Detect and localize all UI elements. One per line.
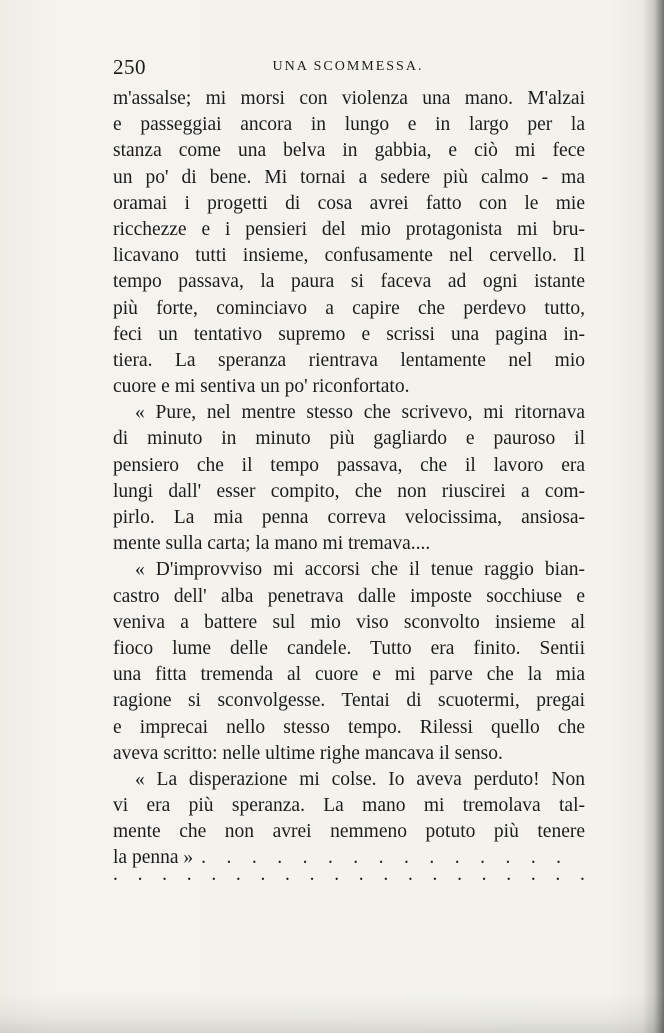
text-line: e passeggiai ancora in lungo e in largo per la <box>113 114 585 136</box>
page-bottom-shadow <box>0 993 664 1033</box>
text-line: lungi dall' esser compito, che non riuscirei a com- <box>113 480 585 502</box>
text-line: veniva a battere sul mio viso sconvolto insieme al <box>113 611 585 633</box>
text-line: pensiero che il tempo passava, che il lavoro era <box>113 454 585 476</box>
text-line: « Pure, nel mentre stesso che scrivevo, mi ritornava <box>135 402 585 424</box>
page-edge-shadow <box>642 0 664 1033</box>
ellipsis-leader-row: . . . . . . . . . . . . . . . . . . . . <box>113 864 585 885</box>
text-line: una fitta tremenda al cuore e mi parve che la mia <box>113 664 585 686</box>
text-line: vi era più speranza. La mano mi tremolava tal- <box>113 795 585 817</box>
text-line: « La disperazione mi colse. Io aveva perduto! Non <box>135 768 585 790</box>
text-line: tiera. La speranza rientrava lentamente nel mio <box>113 349 585 371</box>
text-line: castro dell' alba penetrava dalle imposte socchiuse e <box>113 585 585 607</box>
text-line: « D'improvviso mi accorsi che il tenue raggio bian- <box>135 559 585 581</box>
text-line: più forte, cominciavo a capire che perdevo tutto, <box>113 297 585 319</box>
text-line: un po' di bene. Mi tornai a sedere più calmo - ma <box>113 166 585 188</box>
running-title: UNA SCOMMESSA. <box>272 59 424 74</box>
text-line: ragione si sconvolgesse. Tentai di scuotermi, pregai <box>113 690 585 712</box>
page-number: 250 <box>113 55 146 79</box>
text-line: mente che non avrei nemmeno potuto più tenere <box>113 821 585 843</box>
text-line: stanza come una belva in gabbia, e ciò mi fece <box>113 140 585 162</box>
text-line: oramai i progetti di cosa avrei fatto con le mie <box>113 192 585 214</box>
body-text <box>113 86 585 872</box>
text-line: pirlo. La mia penna correva velocissima, ansiosa- <box>113 507 585 528</box>
text-line: m'assalse; mi morsi con violenza una mano. M'alzai <box>113 88 585 109</box>
text-line: aveva scritto: nelle ultime righe mancava il senso. <box>113 742 503 764</box>
text-line: cuore e mi sentiva un po' riconfortato. <box>113 376 410 398</box>
text-line: fioco lume delle candele. Tutto era finito. Sentii <box>113 637 585 659</box>
text-line: ricchezze e i pensieri del mio protagonista mi bru- <box>113 218 585 240</box>
page-header <box>113 55 583 81</box>
ellipsis-leader: . . . . . . . . . . . . . . . <box>201 847 562 869</box>
text-line: tempo passava, la paura si faceva ad ogni istante <box>113 271 585 293</box>
text-line: la penna » <box>113 847 194 869</box>
text-line: di minuto in minuto più gagliardo e pauroso il <box>113 428 585 450</box>
text-line: e imprecai nello stesso tempo. Rilessi quello che <box>113 716 585 738</box>
text-line: mente sulla carta; la mano mi tremava.... <box>113 533 431 555</box>
text-line: licavano tutti insieme, confusamente nel cervello. Il <box>113 245 585 267</box>
text-line: feci un tentativo supremo e scrissi una pagina in- <box>113 323 585 345</box>
